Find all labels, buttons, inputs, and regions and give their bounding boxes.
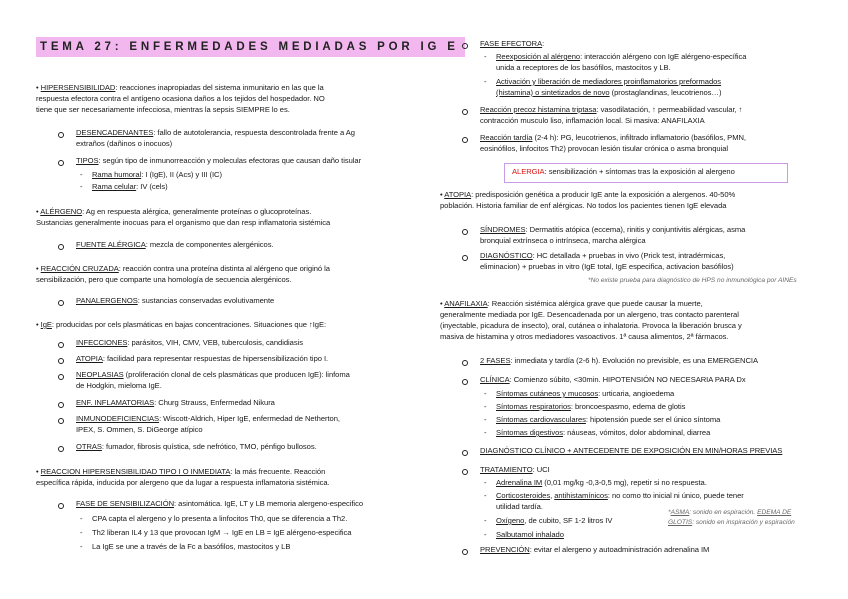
ige-heading: IgE	[40, 320, 52, 329]
dash-bullet-icon: -	[484, 530, 487, 539]
anafilaxia-heading: ANAFILAXIA	[444, 299, 488, 308]
infecciones-line	[76, 338, 303, 348]
fases-text: : inmediata y tardía (2-6 h). Evolución no previsible, es una EMERGENCIA	[510, 356, 758, 365]
circle-bullet-icon	[58, 160, 64, 166]
alergia-keyword: ALERGIA	[512, 167, 545, 176]
adrenalina-heading: Adrenalina IM	[496, 478, 543, 487]
asma-footnote-star: *	[668, 509, 671, 516]
dash-bullet-icon: -	[484, 402, 487, 411]
tipos-heading: TIPOS	[76, 156, 99, 165]
neoplasias-line-2: de Hodgkin, mieloma IgE.	[76, 381, 162, 390]
sindromes-heading: SÍNDROMES	[480, 225, 526, 234]
alergeno-line-2: Sustancias generalmente inocuas para el organismo que dan resp inflamatoria sistémica	[36, 218, 331, 227]
hipersensibilidad-line-3: tiene que ser necesariamente infecciosa, mientras la sepsis SIEMPRE lo es.	[36, 105, 290, 114]
circle-bullet-icon	[462, 379, 468, 385]
fuente-alergica-heading: FUENTE ALÉRGICA	[76, 240, 146, 249]
circle-bullet-icon	[58, 374, 64, 380]
enf-inflamatorias-text: : Churg Strauss, Enfermedad Nikura	[154, 398, 275, 407]
sintomas-cardiovasculares-line	[496, 415, 720, 425]
circle-bullet-icon	[462, 450, 468, 456]
reexposicion-heading: Reexposición al alérgeno	[496, 52, 581, 61]
asma-footnote-text-2: : sonido en inspiración y espiración	[692, 519, 795, 526]
circle-bullet-icon	[462, 137, 468, 143]
circle-bullet-icon	[58, 358, 64, 364]
atopia-def-line-2: población. Historia familiar de enf alérgicas. No todos los pacientes tienen IgE elevada	[440, 201, 727, 210]
adrenalina-text: (0,01 mg/kg -0,3-0,5 mg), repetir si no respuesta.	[542, 478, 707, 487]
alergeno-line-1: • ALÉRGENO: Ag en respuesta alérgica, generalmente proteínas o glucoproteínas.	[36, 207, 312, 216]
atopia-heading: ATOPIA	[76, 354, 103, 363]
cpa-line: CPA capta el alergeno y lo presenta a linfocitos Th0, que se diferencia a Th2.	[92, 514, 348, 523]
clinica-line	[480, 375, 746, 385]
ige-union-line: La IgE se une a través de la Fc a basófilos, mastocitos y LB	[92, 542, 291, 551]
fase-sensibilizacion-text: : asintomática. IgE, LT y LB memoria alergeno-especifico	[174, 499, 363, 508]
neoplasias-heading: NEOPLASIAS	[76, 370, 124, 379]
panalergenos-line	[76, 296, 274, 306]
inmunodeficiencias-text: : Wiscott-Aldrich, Hiper IgE, enfermedad de Netherton,	[159, 414, 340, 423]
hipersensibilidad-heading: HIPERSENSIBILIDAD	[40, 83, 116, 92]
neoplasias-text: (proliferación clonal de cels plasmáticas que producen IgE): linfoma	[123, 370, 350, 379]
asma-footnote-glotis: GLOTIS	[668, 519, 693, 526]
sintomas-cutaneos-text: : urticaria, angioedema	[598, 389, 675, 398]
circle-bullet-icon	[462, 469, 468, 475]
fuente-alergica-text: : mezcla de componentes alergénicos.	[145, 240, 274, 249]
dash-bullet-icon: -	[80, 182, 83, 191]
anafilaxia-text: : Reacción sistémica alérgica grave que puede causar la muerte,	[487, 299, 703, 308]
anafilaxia-line-4: masiva de histamina y otros mediadores vasoactivos. 1ª causa alimentos, 2ª fármacos.	[440, 332, 729, 341]
rama-humoral-heading: Rama humoral	[92, 170, 142, 179]
hipersensibilidad-line-1: • HIPERSENSIBILIDAD: reacciones inapropiadas del sistema inmunitario en las que la	[36, 83, 324, 92]
enf-inflamatorias-line	[76, 398, 275, 408]
reaccion-tardia-text: (2-4 h): PG, leucotrienos, infiltrado inflamatorio (basófilos, PMN,	[532, 133, 746, 142]
oxigeno-heading: Oxígeno	[496, 516, 525, 525]
corticosteroides-heading: Corticosteroides	[496, 491, 551, 500]
reaccion-cruzada-line-2: sensibilización, pero que comparte una homología de secuencia alergénicos.	[36, 275, 292, 284]
asma-footnote-asma: ASMA	[670, 509, 690, 516]
aines-footnote: *No existe prueba para diagnóstico de HPS no inmunológica por AINEs	[588, 277, 797, 284]
oxigeno-line	[496, 516, 612, 526]
infecciones-heading: INFECCIONES	[76, 338, 128, 347]
anafilaxia-line-3: (inyectable, picadura de insecto), oral, cutánea o inhalatoria. Provoca la liberación brusca y	[440, 321, 742, 330]
tipo1-heading: REACCION HIPERSENSIBILIDAD TIPO I O INMEDIATA	[40, 467, 231, 476]
sindromes-line-2: bronquial extrínseca o intrínseca, marcha alérgica	[480, 236, 646, 245]
tipos-text: : según tipo de inmunorreacción y moleculas efectoras que causan daño tisular	[98, 156, 362, 165]
rama-celular-text: : IV (cels)	[136, 182, 168, 191]
diagnostico-text: : HC detallada + pruebas in vivo (Prick test, intradérmicas,	[532, 251, 726, 260]
ige-text: : producidas por cels plasmáticas en bajas concentraciones. Situaciones que ↑IgE:	[51, 320, 327, 329]
circle-bullet-icon	[58, 402, 64, 408]
fase-efectora-line	[480, 39, 544, 49]
fuente-alergica-line	[76, 240, 274, 250]
atopia-def-heading: ATOPIA	[444, 190, 472, 199]
tratamiento-heading: TRATAMIENTO	[480, 465, 533, 474]
circle-bullet-icon	[462, 43, 468, 49]
rama-humoral-line	[92, 170, 222, 180]
corticosteroides-line-2: utilidad tardía.	[496, 502, 543, 511]
anafilaxia-line-1: • ANAFILAXIA: Reacción sistémica alérgica grave que puede causar la muerte,	[440, 299, 703, 308]
dash-bullet-icon: -	[80, 528, 83, 537]
fases-heading: 2 FASES	[480, 356, 511, 365]
sintomas-cutaneos-heading: Síntomas cutáneos y mucosos	[496, 389, 599, 398]
panalergenos-text: : sustancias conservadas evolutivamente	[137, 296, 275, 305]
sindromes-line-1	[480, 225, 745, 235]
otras-line	[76, 442, 317, 452]
activacion-text: (prostaglandinas, leucotrienos…)	[609, 88, 722, 97]
oxigeno-text: , de cubito, SF 1-2 litros IV	[524, 516, 613, 525]
reaccion-tardia-line-2: eosinófilos, linfocitos Th2) provocan lesión tisular crónica o asma bronquial	[480, 144, 729, 153]
neoplasias-line-1	[76, 370, 350, 380]
circle-bullet-icon	[58, 446, 64, 452]
fases-line	[480, 356, 758, 366]
rama-humoral-text: : I (IgE), II (Acs) y III (IC)	[141, 170, 222, 179]
circle-bullet-icon	[58, 418, 64, 424]
otras-text: : fumador, fibrosis quística, sde nefrótico, TMO, pénfigo bullosos.	[101, 442, 317, 451]
desencadenantes-heading: DESENCADENANTES	[76, 128, 154, 137]
corticosteroides-separator: ,	[550, 491, 555, 500]
clinica-heading: CLÍNICA	[480, 375, 510, 384]
corticosteroides-line-1	[496, 491, 744, 501]
prevencion-heading: PREVENCIÓN	[480, 545, 530, 554]
desencadenantes-text: : fallo de autotolerancia, respuesta descontrolada frente a Ag	[153, 128, 355, 137]
fase-sensibilizacion-line	[76, 499, 363, 509]
circle-bullet-icon	[58, 244, 64, 250]
reaccion-tardia-line-1	[480, 133, 746, 143]
corticosteroides-text: : no como tto inicial ni único, puede tener	[607, 491, 744, 500]
sintomas-digestivos-text: : náuseas, vómitos, dolor abdominal, diarrea	[563, 428, 711, 437]
circle-bullet-icon	[58, 342, 64, 348]
circle-bullet-icon	[58, 300, 64, 306]
sintomas-cutaneos-line	[496, 389, 674, 399]
circle-bullet-icon	[462, 229, 468, 235]
dash-bullet-icon: -	[484, 491, 487, 500]
sintomas-cardiovasculares-text: : hipotensión puede ser el único síntoma	[585, 415, 721, 424]
sindromes-text: : Dermatitis atópica (eccema), rinitis y conjuntivitis alérgicas, asma	[525, 225, 746, 234]
sintomas-respiratorios-text: : broncoespasmo, edema de glotis	[570, 402, 686, 411]
dash-bullet-icon: -	[80, 514, 83, 523]
alergia-definition-line	[512, 167, 735, 177]
rama-celular-heading: Rama celular	[92, 182, 137, 191]
prevencion-text: : evitar el alergeno y autoadministración adrenalina IM	[529, 545, 710, 554]
adrenalina-line	[496, 478, 707, 488]
infecciones-text: : parásitos, VIH, CMV, VEB, tuberculosis, candidiasis	[127, 338, 303, 347]
tipo1-text: : la más frecuente. Reacción	[230, 467, 326, 476]
sintomas-digestivos-line	[496, 428, 710, 438]
dash-bullet-icon: -	[484, 77, 487, 86]
dash-bullet-icon: -	[484, 389, 487, 398]
diagnostico-line-2: eliminacion) + pruebas in vitro (IgE total, IgE especifica, activacion basófilos)	[480, 262, 734, 271]
sintomas-digestivos-heading: Síntomas digestivos	[496, 428, 564, 437]
desencadenantes-line-2: extraños (dañinos o inocuos)	[76, 139, 173, 148]
rama-celular-line	[92, 182, 168, 192]
clinica-text: : Comienzo súbito, <30min. HIPOTENSIÓN NO NECESARIA PARA Dx	[509, 375, 746, 384]
reaccion-cruzada-text: : reacción contra una proteína distinta al alérgeno que originó la	[118, 264, 330, 273]
reexposicion-text: : interacción alérgeno con IgE alérgeno-específica	[580, 52, 747, 61]
asma-footnote-line-2	[668, 518, 795, 527]
tipos-line	[76, 156, 361, 166]
reaccion-cruzada-line-1: • REACCIÓN CRUZADA: reacción contra una proteína distinta al alérgeno que originó la	[36, 264, 330, 273]
atopia-def-line-1: • ATOPIA: predisposición genética a producir IgE ante la exposición a alergenos. 40-50%	[440, 190, 736, 199]
fase-efectora-colon: :	[542, 39, 545, 48]
reexposicion-line-2: unida a receptores de los basófilos, mastocitos y LB.	[496, 63, 671, 72]
sintomas-cardiovasculares-heading: Síntomas cardiovasculares	[496, 415, 586, 424]
antihistaminicos-heading: antihistamínicos	[554, 491, 608, 500]
enf-inflamatorias-heading: ENF. INFLAMATORIAS	[76, 398, 155, 407]
diagnostico-clinico-line: DIAGNÓSTICO CLÍNICO + ANTECEDENTE DE EXPOSICIÓN EN MIN/HORAS PREVIAS	[480, 446, 783, 455]
salbutamol-line: Salbutamol inhalado	[496, 530, 564, 539]
reexposicion-line-1	[496, 52, 746, 62]
fase-sensibilizacion-heading: FASE DE SENSIBILIZACIÓN	[76, 499, 175, 508]
reaccion-tardia-heading: Reacción tardía	[480, 133, 533, 142]
dash-bullet-icon: -	[80, 542, 83, 551]
asma-footnote-edema: EDEMA DE	[757, 509, 792, 516]
circle-bullet-icon	[462, 549, 468, 555]
activacion-line-1: Activación y liberación de mediadores proinflamatorios preformados	[496, 77, 722, 86]
tipo1-line-2: específica rápida, inducida por alergeno que da lugar a respuesta inflamatoria sistémica.	[36, 478, 330, 487]
circle-bullet-icon	[462, 109, 468, 115]
asma-footnote-line-1	[668, 508, 791, 517]
activacion-line-2	[496, 88, 721, 98]
page-title: TEMA 27: ENFERMEDADES MEDIADAS POR IG E	[36, 37, 465, 57]
reaccion-precoz-line-2: contracción musculo liso, inflamación local. Si masiva: ANAFILAXIA	[480, 116, 705, 125]
inmunodeficiencias-heading: INMUNODEFICIENCIAS	[76, 414, 160, 423]
hipersensibilidad-line-2: respuesta efectora contra el antígeno ocasiona daños a los tejidos del hospedador. NO	[36, 94, 325, 103]
asma-footnote-text: : sonido en espiración.	[689, 509, 758, 516]
reaccion-cruzada-heading: REACCIÓN CRUZADA	[40, 264, 119, 273]
dash-bullet-icon: -	[80, 170, 83, 179]
reaccion-precoz-line-1	[480, 105, 742, 115]
diagnostico-heading: DIAGNÓSTICO	[480, 251, 533, 260]
circle-bullet-icon	[462, 360, 468, 366]
circle-bullet-icon	[58, 132, 64, 138]
reaccion-precoz-heading: Reacción precoz histamina triptasa	[480, 105, 597, 114]
desencadenantes-line-1	[76, 128, 355, 138]
fase-efectora-heading: FASE EFECTORA	[480, 39, 543, 48]
prevencion-line	[480, 545, 709, 555]
anafilaxia-line-2: generalmente mediada por IgE. Desencadenada por un alergeno, tras contacto parenteral	[440, 310, 739, 319]
dash-bullet-icon: -	[484, 428, 487, 437]
otras-heading: OTRAS	[76, 442, 102, 451]
dash-bullet-icon: -	[484, 52, 487, 61]
alergeno-heading: ALÉRGENO	[40, 207, 83, 216]
atopia-line	[76, 354, 328, 364]
dash-bullet-icon: -	[484, 516, 487, 525]
dash-bullet-icon: -	[484, 415, 487, 424]
ige-line: • IgE: producidas por cels plasmáticas en bajas concentraciones. Situaciones que ↑IgE:	[36, 320, 327, 329]
hipersensibilidad-text: : reacciones inapropiadas del sistema inmunitario en las que la	[115, 83, 324, 92]
reaccion-precoz-text: : vasodilatación, ↑ permeabilidad vascular, ↑	[596, 105, 743, 114]
atopia-text: : facilidad para representar respuestas de hipersensibilización tipo I.	[102, 354, 329, 363]
tipo1-line-1: • REACCION HIPERSENSIBILIDAD TIPO I O INMEDIATA: la más frecuente. Reacción	[36, 467, 326, 476]
inmunodeficiencias-line-1	[76, 414, 340, 424]
sintomas-respiratorios-line	[496, 402, 685, 412]
sintomas-respiratorios-heading: Síntomas respiratorios	[496, 402, 571, 411]
alergia-definition-text: : sensibilización + síntomas tras la exposición al alergeno	[544, 167, 735, 176]
alergeno-text: : Ag en respuesta alérgica, generalmente proteínas o glucoproteínas.	[82, 207, 312, 216]
dash-bullet-icon: -	[484, 478, 487, 487]
circle-bullet-icon	[58, 503, 64, 509]
diagnostico-line-1	[480, 251, 725, 261]
inmunodeficiencias-line-2: IPEX, S. Ommen, S. DiGeorge atípico	[76, 425, 203, 434]
circle-bullet-icon	[462, 255, 468, 261]
tratamiento-line	[480, 465, 550, 475]
tratamiento-text: : UCI	[532, 465, 550, 474]
activacion-underlined: (histamina) o sintetizados de novo	[496, 88, 610, 97]
th2-line: Th2 liberan IL4 y 13 que provocan IgM → IgE en LB = IgE alérgeno-especifica	[92, 528, 352, 537]
atopia-def-text: : predisposición genética a producir IgE ante la exposición a alergenos. 40-50%	[471, 190, 736, 199]
panalergenos-heading: PANALERGENOS	[76, 296, 138, 305]
